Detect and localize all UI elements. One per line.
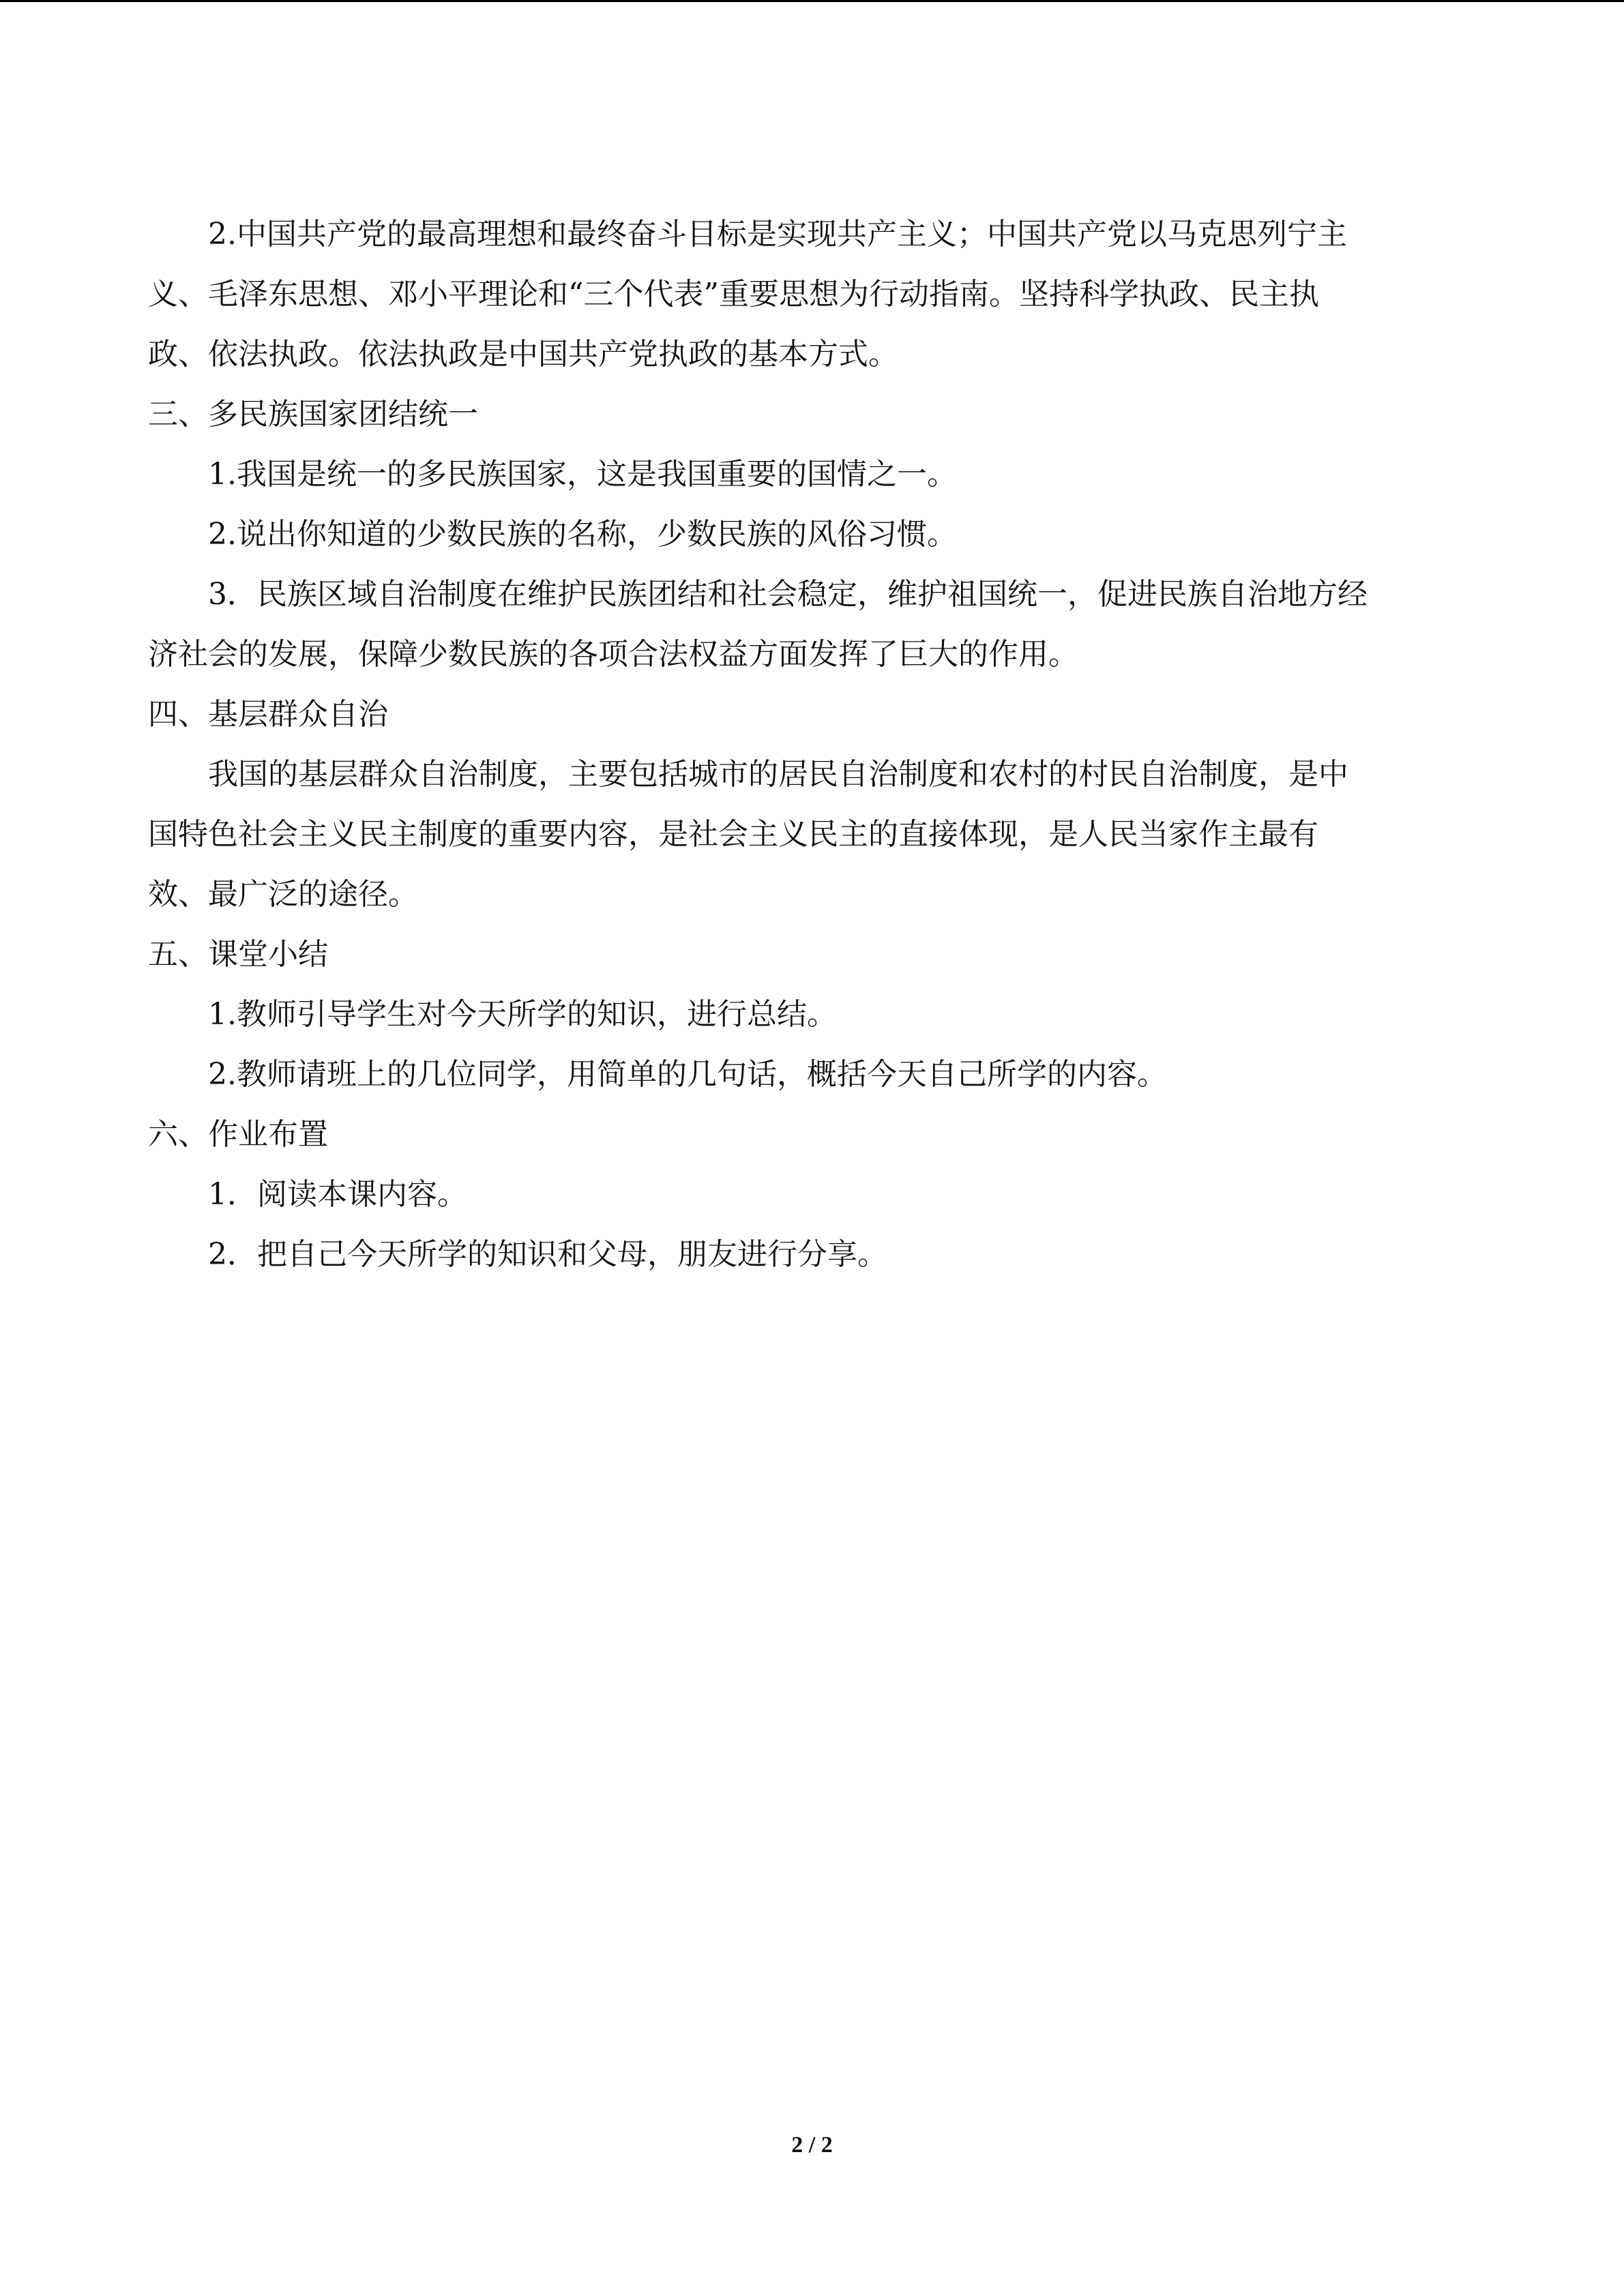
list-item: 2.教师请班上的几位同学，用简单的几句话，概括今天自己所学的内容。 <box>208 1057 1167 1092</box>
text-line: 政、依法执政。依法执政是中国共产党执政的基本方式。 <box>148 337 898 372</box>
section-heading: 四、基层群众自治 <box>148 697 388 732</box>
top-border-line <box>0 0 1624 2</box>
list-item: 1.教师引导学生对今天所学的知识，进行总结。 <box>208 997 837 1032</box>
list-item: 3．民族区域自治制度在维护民族团结和社会稳定，维护祖国统一，促进民族自治地方经 <box>208 577 1368 612</box>
list-item: 2.说出你知道的少数民族的名称，少数民族的风俗习惯。 <box>208 517 957 552</box>
text-line: 效、最广泛的途径。 <box>148 877 418 912</box>
list-item: 2．把自己今天所学的知识和父母，朋友进行分享。 <box>208 1237 887 1272</box>
paragraph-line: 我国的基层群众自治制度，主要包括城市的居民自治制度和农村的村民自治制度，是中 <box>208 757 1348 792</box>
page-number: 2 / 2 <box>791 2132 833 2158</box>
section-heading: 六、作业布置 <box>148 1117 328 1152</box>
text-line: 义、毛泽东思想、邓小平理论和“三个代表”重要思想为行动指南。坚持科学执政、民主执 <box>148 277 1319 312</box>
list-item: 1．阅读本课内容。 <box>208 1177 467 1212</box>
text-line: 济社会的发展，保障少数民族的各项合法权益方面发挥了巨大的作用。 <box>148 637 1078 672</box>
section-heading: 五、课堂小结 <box>148 937 328 972</box>
list-item: 1.我国是统一的多民族国家，这是我国重要的国情之一。 <box>208 457 957 492</box>
text-line: 国特色社会主义民主制度的重要内容，是社会主义民主的直接体现，是人民当家作主最有 <box>148 817 1318 852</box>
document-body <box>148 205 1478 1285</box>
section-heading: 三、多民族国家团结统一 <box>148 397 478 432</box>
text-line: 2.中国共产党的最高理想和最终奋斗目标是实现共产主义；中国共产党以马克思列宁主 <box>208 217 1347 252</box>
